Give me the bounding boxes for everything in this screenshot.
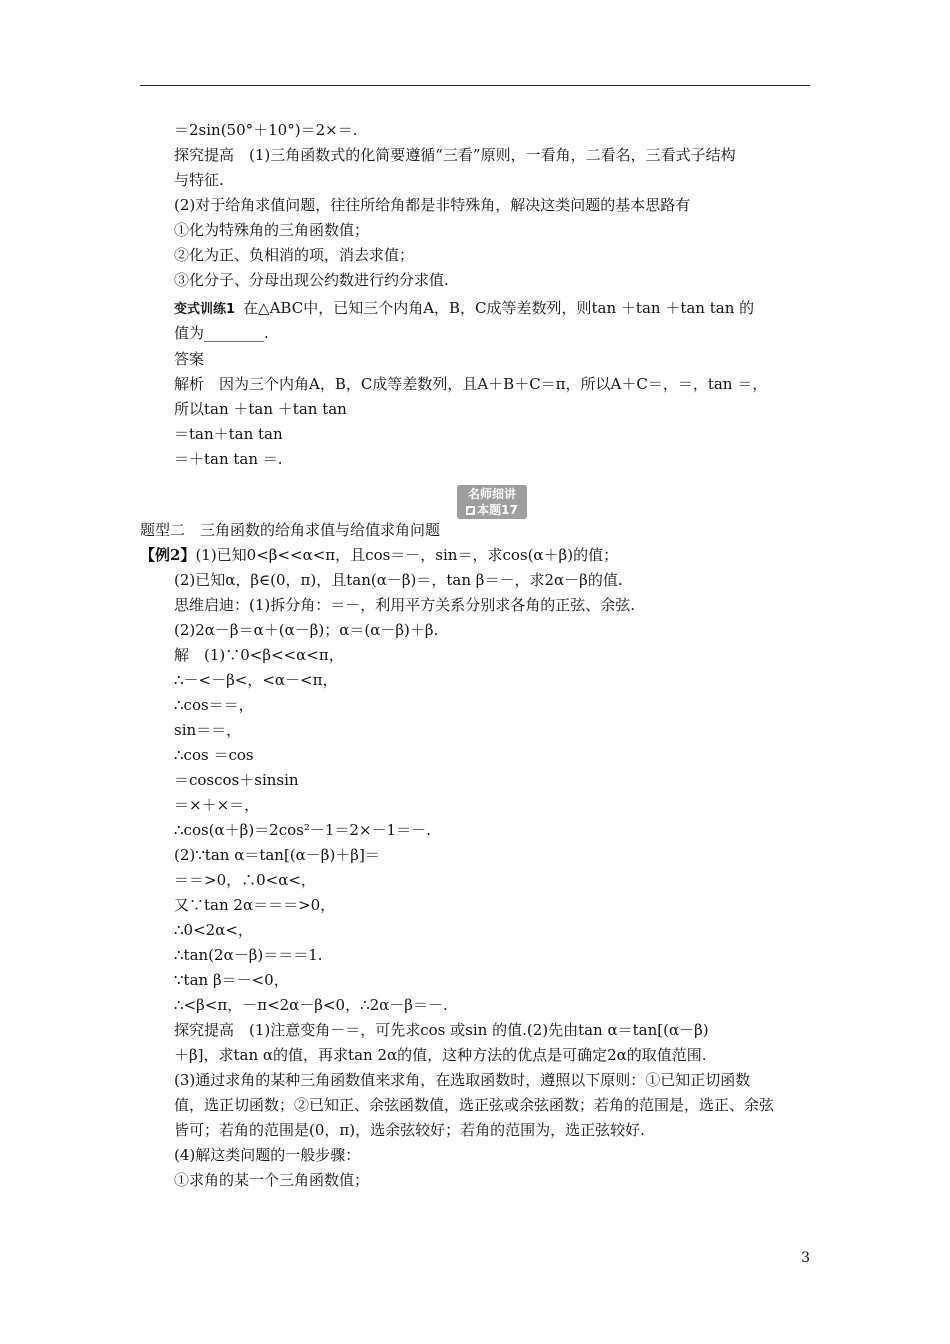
text-line: ∴cos＝＝，: [174, 696, 254, 714]
example-label: 【例2】: [140, 546, 196, 564]
text-line: 答案: [174, 350, 205, 368]
stamp-title: 名师细讲: [467, 487, 516, 501]
variant-training-label: 变式训练1: [174, 302, 236, 317]
stamp-subtitle: 本题17: [477, 503, 518, 517]
text-line: 解 (1)∵0<β<<α<π，: [174, 646, 344, 664]
header-rule: [140, 85, 810, 86]
text-line: 探究提高 (1)三角函数式的化简要遵循“三看”原则，一看角，二看名，三看式子结构: [174, 146, 736, 164]
text-line: ＝＝>0，∴0<α<，: [174, 871, 316, 889]
text-line: ∴cos(α＋β)＝2cos²－1＝2×－1＝－.: [174, 821, 431, 839]
text-line: 与特征.: [174, 171, 224, 189]
text-line: ＋β]，求tan α的值，再求tan 2α的值，这种方法的优点是可确定2α的取值范围.: [174, 1046, 707, 1064]
text-line: ①化为特殊角的三角函数值；: [174, 221, 370, 239]
text-line: 皆可；若角的范围是(0，π)，选余弦较好；若角的范围为，选正弦较好.: [174, 1121, 645, 1139]
section-heading: 题型二 三角函数的给角求值与给值求角问题: [140, 521, 441, 539]
text-line: 又∵tan 2α＝＝＝>0，: [174, 896, 336, 914]
text-line: ∴－<－β<，<α－<π，: [174, 671, 338, 689]
text-line: (2)2α－β＝α＋(α－β)；α＝(α－β)＋β.: [174, 621, 439, 639]
text-line: ＝＋tan tan ＝.: [174, 450, 283, 468]
variant-training-line: [174, 299, 754, 319]
text-line: (4)解这类问题的一般步骤：: [174, 1146, 361, 1164]
text-line: ①求角的某一个三角函数值；: [174, 1171, 370, 1189]
lecture-stamp[interactable]: [457, 485, 527, 519]
stamp-subtitle-row: [457, 502, 527, 518]
text-line: (2)∵tan α＝tan[(α－β)＋β]＝: [174, 846, 380, 864]
text-line: ＝2sin(50°＋10°)＝2×＝.: [174, 121, 358, 139]
text-line: ∴cos ＝cos: [174, 746, 254, 764]
example-line: [140, 546, 618, 564]
text-line: sin＝＝，: [174, 721, 242, 739]
text-line: 所以tan ＋tan ＋tan tan: [174, 400, 347, 418]
text-line: ∴<β<π，－π<2α－β<0，∴2α－β＝－.: [174, 996, 448, 1014]
text-line: ∵tan β＝－<0，: [174, 971, 289, 989]
text-line: ∴0<2α<，: [174, 921, 253, 939]
text-line: 解析 因为三个内角A，B，C成等差数列，且A＋B＋C＝π，所以A＋C＝，＝，tan ＝，: [174, 375, 768, 393]
text-line: ②化为正、负相消的项，消去求值；: [174, 246, 415, 264]
text-line: (2)已知α，β∈(0，π)，且tan(α－β)＝，tan β＝－，求2α－β的值.: [174, 571, 623, 589]
text-line: 在△ABC中，已知三个内角A，B，C成等差数列，则tan ＋tan ＋tan tan 的: [243, 299, 755, 317]
text-line: ＝tan＋tan tan: [174, 425, 283, 443]
text-line: 探究提高 (1)注意变角－＝，可先求cos 或sin 的值.(2)先由tan α＝tan[(α－β): [174, 1021, 709, 1039]
text-line: ＝×＋×＝，: [174, 796, 260, 814]
text-line: ③化分子、分母出现公约数进行约分求值.: [174, 271, 449, 289]
text-line: 值，选正切函数；②已知正、余弦函数值，选正弦或余弦函数；若角的范围是，选正、余弦: [174, 1096, 775, 1114]
pencil-icon: [466, 506, 475, 515]
text-line: 思维启迪：(1)拆分角：＝－，利用平方关系分别求各角的正弦、余弦.: [174, 596, 636, 614]
text-line: ＝coscos＋sinsin: [174, 771, 299, 789]
text-line: ∴tan(2α－β)＝＝＝1.: [174, 946, 323, 964]
text-line: 值为________.: [174, 324, 269, 342]
page-number: 3: [801, 1250, 810, 1266]
text-line: (1)已知0<β<<α<π，且cos＝－，sin＝，求cos(α＋β)的值；: [195, 546, 619, 564]
text-line: (3)通过求角的某种三角函数值来求角，在选取函数时，遵照以下原则：①已知正切函数: [174, 1071, 751, 1089]
text-line: (2)对于给角求值问题，往往所给角都是非特殊角，解决这类问题的基本思路有: [174, 196, 691, 214]
